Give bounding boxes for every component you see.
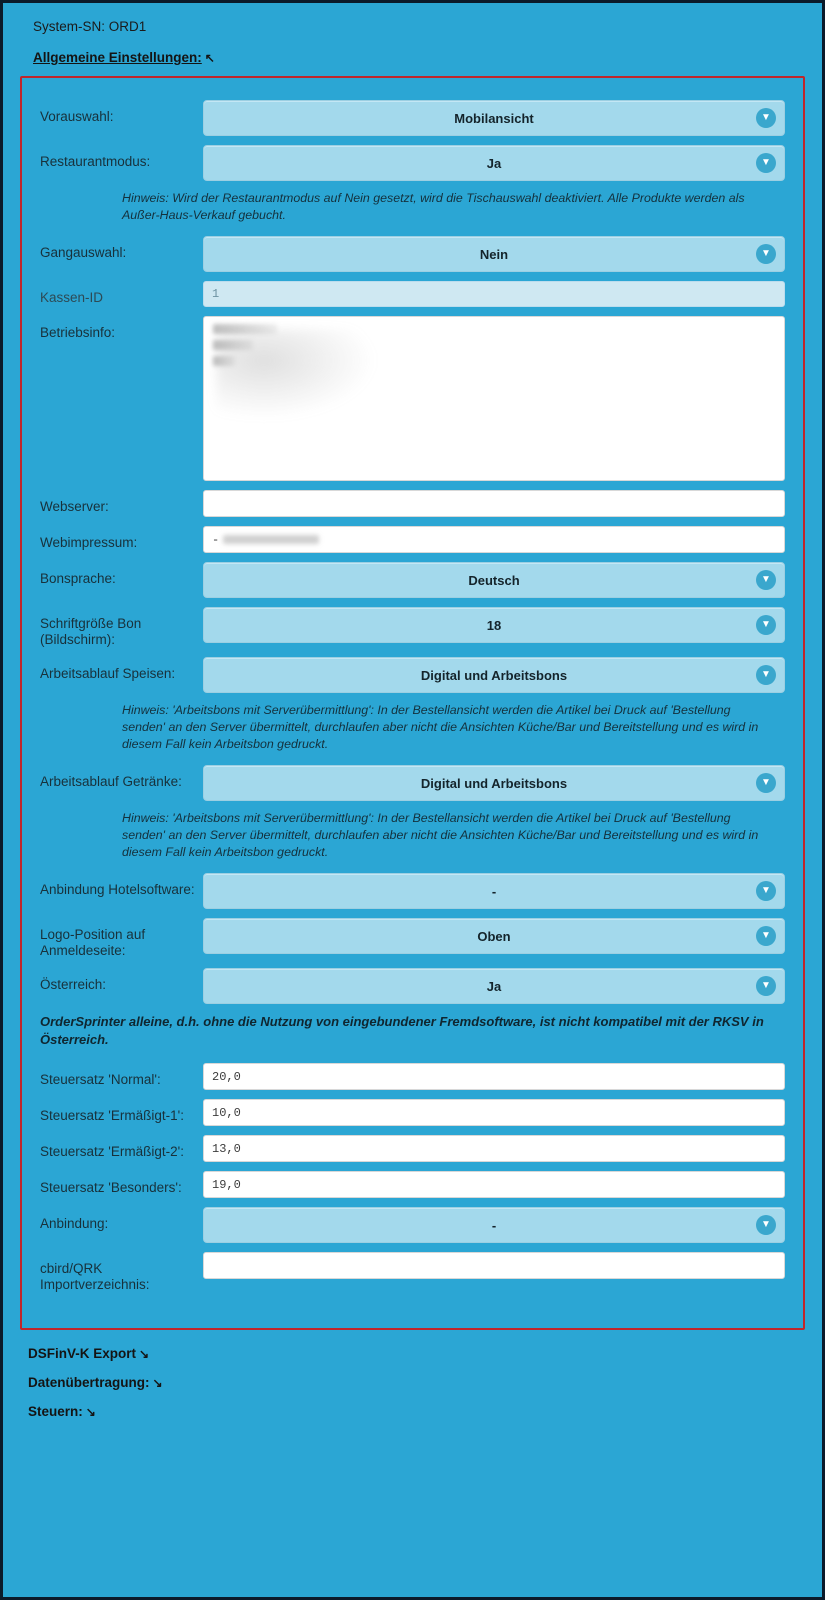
general-settings-panel	[20, 76, 805, 1330]
chevron-down-icon: ▼	[756, 926, 776, 946]
field-steuersatz-normal	[203, 1063, 785, 1090]
label-steuersatz-ermaessigt-1: Steuersatz 'Ermäßigt-1':	[40, 1108, 184, 1123]
select-arbeitsablauf-getraenke-value: Digital und Arbeitsbons	[420, 775, 568, 791]
label-kassen-id: Kassen-ID	[40, 290, 104, 305]
label-oesterreich: Österreich:	[40, 977, 107, 992]
general-settings-toggle[interactable]	[33, 50, 215, 65]
row-webserver	[40, 490, 785, 517]
field-kassen-id	[203, 281, 785, 307]
field-steuersatz-besonders	[203, 1171, 785, 1198]
row-steuersatz-besonders	[40, 1171, 785, 1198]
label-arbeitsablauf-speisen: Arbeitsablauf Speisen:	[40, 666, 176, 681]
row-logo-position	[40, 918, 785, 959]
label-anbindung: Anbindung:	[40, 1216, 109, 1231]
system-serial-number: System-SN: ORD1	[33, 19, 147, 34]
input-steuersatz-besonders[interactable]: 19,0	[203, 1171, 785, 1198]
input-steuersatz-ermaessigt-2[interactable]: 13,0	[203, 1135, 785, 1162]
hint-restaurantmodus: Hinweis: Wird der Restaurantmodus auf Nein gesetzt, wird die Tischauswahl deaktiviert. Alle Produkte werden als Außer-Haus-Verkauf gebucht.	[122, 191, 745, 222]
row-gangauswahl	[40, 236, 785, 272]
textarea-betriebsinfo[interactable]	[203, 316, 785, 481]
steuern-toggle[interactable]	[28, 1404, 822, 1419]
select-restaurantmodus-value: Ja	[486, 155, 502, 171]
field-arbeitsablauf-speisen	[203, 657, 785, 693]
expand-arrow-icon: ↘	[152, 1376, 163, 1390]
steuern-label: Steuern:	[28, 1404, 83, 1419]
row-arbeitsablauf-speisen	[40, 657, 785, 693]
redacted-text-inline	[223, 535, 319, 544]
select-arbeitsablauf-speisen[interactable]	[203, 657, 785, 693]
label-betriebsinfo: Betriebsinfo:	[40, 325, 116, 340]
field-betriebsinfo	[203, 316, 785, 481]
field-cbird-importverzeichnis	[203, 1252, 785, 1279]
field-schriftgroesse-bon	[203, 607, 785, 643]
label-bonsprache: Bonsprache:	[40, 571, 116, 586]
chevron-down-icon: ▼	[756, 153, 776, 173]
select-schriftgroesse-bon-value: 18	[486, 617, 502, 633]
datenuebertragung-toggle[interactable]	[28, 1375, 822, 1390]
select-anbindung-value: -	[491, 1217, 497, 1233]
row-betriebsinfo	[40, 316, 785, 481]
row-steuersatz-normal	[40, 1063, 785, 1090]
label-webserver: Webserver:	[40, 499, 109, 514]
datenuebertragung-label: Datenübertragung:	[28, 1375, 150, 1390]
field-anbindung	[203, 1207, 785, 1243]
footer-links	[3, 1330, 822, 1437]
row-steuersatz-ermaessigt-2	[40, 1135, 785, 1162]
field-gangauswahl	[203, 236, 785, 272]
input-steuersatz-normal[interactable]: 20,0	[203, 1063, 785, 1090]
label-vorauswahl: Vorauswahl:	[40, 109, 114, 124]
select-gangauswahl[interactable]	[203, 236, 785, 272]
select-oesterreich[interactable]	[203, 968, 785, 1004]
select-arbeitsablauf-getraenke[interactable]	[203, 765, 785, 801]
field-vorauswahl	[203, 100, 785, 136]
chevron-down-icon: ▼	[756, 108, 776, 128]
select-gangauswahl-value: Nein	[479, 246, 509, 262]
field-anbindung-hotelsoftware	[203, 873, 785, 909]
row-cbird-importverzeichnis	[40, 1252, 785, 1293]
label-webimpressum: Webimpressum:	[40, 535, 138, 550]
label-restaurantmodus: Restaurantmodus:	[40, 154, 151, 169]
row-schriftgroesse-bon	[40, 607, 785, 648]
input-cbird-importverzeichnis[interactable]	[203, 1252, 785, 1279]
input-webimpressum-value: -	[212, 532, 220, 547]
label-gangauswahl: Gangauswahl:	[40, 245, 127, 260]
chevron-down-icon: ▼	[756, 773, 776, 793]
chevron-down-icon: ▼	[756, 881, 776, 901]
select-logo-position[interactable]	[203, 918, 785, 954]
label-anbindung-hotelsoftware: Anbindung Hotelsoftware:	[40, 882, 195, 897]
select-oesterreich-value: Ja	[486, 978, 502, 994]
hint-arbeitsablauf-getraenke: Hinweis: 'Arbeitsbons mit Serverübermittlung': In der Bestellansicht werden die Artikel bei Druck auf 'Bestellung senden' an den Server übermittelt, durchlaufen aber nicht die Ansichten Küche/Bar und Bereitstellung und es wird in diesem Fall kein Arbeitsbon gedruckt.	[122, 811, 759, 859]
input-webimpressum[interactable]	[203, 526, 785, 553]
label-steuersatz-normal: Steuersatz 'Normal':	[40, 1072, 161, 1087]
chevron-down-icon: ▼	[756, 665, 776, 685]
field-steuersatz-ermaessigt-2	[203, 1135, 785, 1162]
label-schriftgroesse-bon: Schriftgröße Bon (Bildschirm):	[40, 616, 142, 647]
row-vorauswahl	[40, 100, 785, 136]
row-restaurantmodus	[40, 145, 785, 181]
label-logo-position: Logo-Position auf Anmeldeseite:	[40, 927, 146, 958]
row-oesterreich	[40, 968, 785, 1004]
redacted-text-line	[213, 340, 253, 350]
row-steuersatz-ermaessigt-1	[40, 1099, 785, 1126]
row-webimpressum	[40, 526, 785, 553]
select-anbindung-hotelsoftware[interactable]	[203, 873, 785, 909]
field-webimpressum	[203, 526, 785, 553]
label-cbird-importverzeichnis: cbird/QRK Importverzeichnis:	[40, 1261, 150, 1292]
field-webserver	[203, 490, 785, 517]
field-bonsprache	[203, 562, 785, 598]
expand-arrow-icon: ↘	[139, 1347, 150, 1361]
chevron-down-icon: ▼	[756, 976, 776, 996]
chevron-down-icon: ▼	[756, 1215, 776, 1235]
field-logo-position	[203, 918, 785, 954]
collapse-arrow-icon: ↖	[204, 51, 215, 65]
select-anbindung[interactable]	[203, 1207, 785, 1243]
chevron-down-icon: ▼	[756, 615, 776, 635]
page-header	[3, 3, 822, 67]
select-logo-position-value: Oben	[477, 928, 511, 944]
input-steuersatz-ermaessigt-1[interactable]: 10,0	[203, 1099, 785, 1126]
hint-arbeitsablauf-speisen: Hinweis: 'Arbeitsbons mit Serverübermittlung': In der Bestellansicht werden die Artikel bei Druck auf 'Bestellung senden' an den Server übermittelt, durchlaufen aber nicht die Ansichten Küche/Bar und Bereitstellung und es wird in diesem Fall kein Arbeitsbon gedruckt.	[122, 703, 759, 751]
select-anbindung-hotelsoftware-value: -	[491, 883, 497, 899]
field-steuersatz-ermaessigt-1	[203, 1099, 785, 1126]
select-vorauswahl-value: Mobilansicht	[454, 110, 534, 126]
dsfinvk-export-toggle[interactable]	[28, 1346, 822, 1361]
select-vorauswahl[interactable]	[203, 100, 785, 136]
field-arbeitsablauf-getraenke	[203, 765, 785, 801]
warning-rksv: OrderSprinter alleine, d.h. ohne die Nutzung von eingebundener Fremdsoftware, ist nicht kompatibel mit der RKSV in Österreich.	[40, 1014, 764, 1047]
select-bonsprache[interactable]	[203, 562, 785, 598]
select-arbeitsablauf-speisen-value: Digital und Arbeitsbons	[420, 667, 568, 683]
general-settings-label: Allgemeine Einstellungen:	[33, 50, 202, 65]
label-steuersatz-besonders: Steuersatz 'Besonders':	[40, 1180, 182, 1195]
chevron-down-icon: ▼	[756, 570, 776, 590]
chevron-down-icon: ▼	[756, 244, 776, 264]
label-arbeitsablauf-getraenke: Arbeitsablauf Getränke:	[40, 774, 182, 789]
expand-arrow-icon: ↘	[85, 1405, 96, 1419]
select-restaurantmodus[interactable]	[203, 145, 785, 181]
select-schriftgroesse-bon[interactable]	[203, 607, 785, 643]
dsfinvk-export-label: DSFinV-K Export	[28, 1346, 137, 1361]
row-anbindung-hotelsoftware	[40, 873, 785, 909]
row-bonsprache	[40, 562, 785, 598]
label-steuersatz-ermaessigt-2: Steuersatz 'Ermäßigt-2':	[40, 1144, 184, 1159]
input-webserver[interactable]	[203, 490, 785, 517]
input-kassen-id: 1	[203, 281, 785, 307]
row-arbeitsablauf-getraenke	[40, 765, 785, 801]
select-bonsprache-value: Deutsch	[468, 572, 520, 588]
redacted-text-line	[213, 324, 277, 334]
field-restaurantmodus	[203, 145, 785, 181]
field-oesterreich	[203, 968, 785, 1004]
redacted-text-line	[213, 356, 235, 366]
row-anbindung	[40, 1207, 785, 1243]
row-kassen-id	[40, 281, 785, 307]
